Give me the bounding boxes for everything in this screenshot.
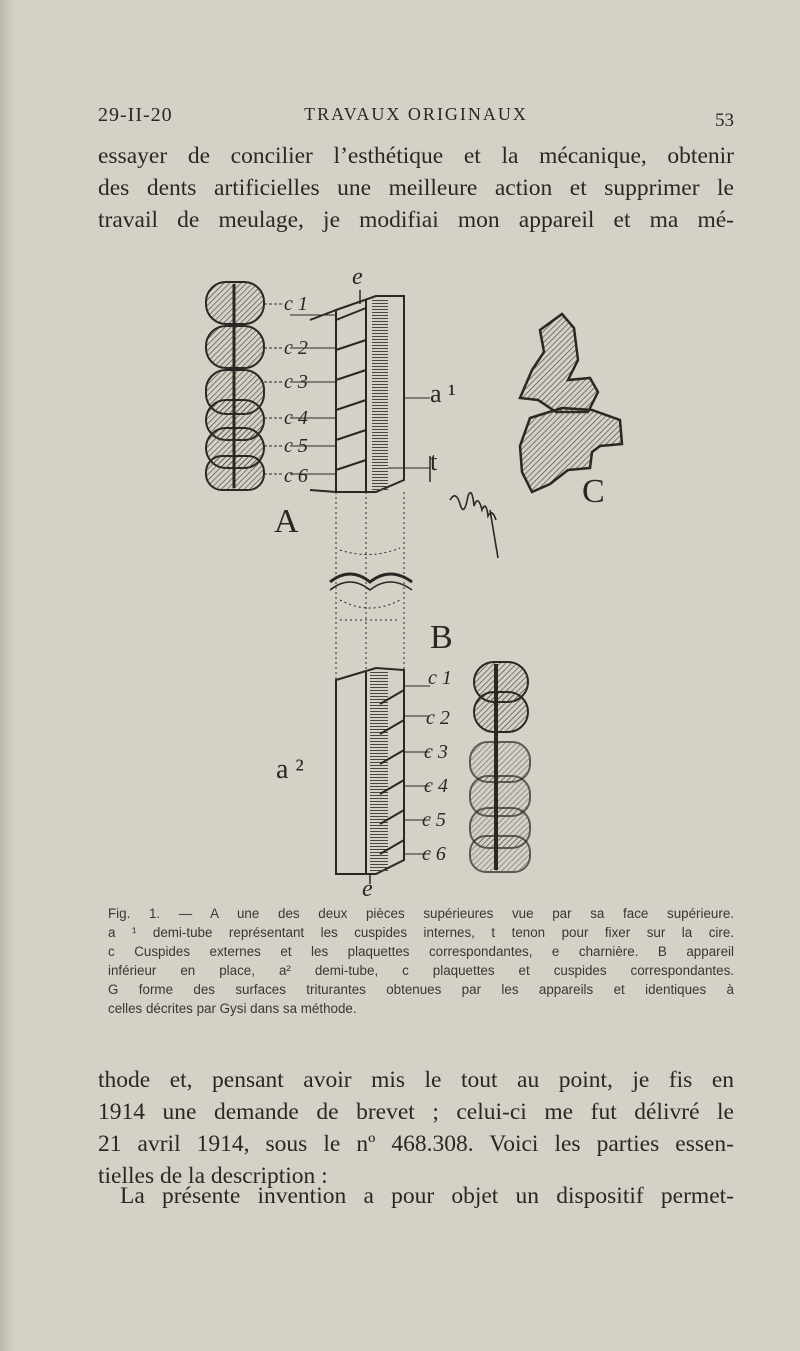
caption-line: a ¹ demi-tube représentant les cuspides internes, t tenon pour fixer sur la cire.	[108, 925, 734, 940]
label-B: B	[430, 619, 453, 656]
label-a1: a ¹	[430, 379, 456, 408]
label-c2-top: c 2	[284, 337, 308, 359]
dotted-guide-lines	[336, 492, 404, 680]
page-gutter-shadow	[0, 0, 14, 1351]
label-c3-bottom: c 3	[424, 741, 448, 763]
half-tube-a2	[336, 668, 430, 884]
caption-line: Fig. 1. — A une des deux pièces supérieures vue par sa face supérieure.	[108, 906, 734, 921]
label-t: t	[430, 447, 438, 476]
label-c4-bottom: c 4	[424, 775, 448, 797]
figure-drawing	[190, 260, 650, 900]
caption-line: G forme des surfaces triturantes obtenues par les appareils et identiques à	[108, 982, 734, 997]
paragraph-top	[98, 140, 734, 236]
text-line: essayer de concilier l’esthétique et la mécanique, obtenir	[98, 143, 734, 169]
caption-line: c Cuspides externes et les plaquettes correspondantes, e charnière. B appareil	[108, 944, 734, 959]
caption-line: celles décrites par Gysi dans sa méthode.	[108, 1001, 357, 1016]
text-line: 1914 une demande de brevet ; celui-ci me fut délivré le	[98, 1099, 734, 1125]
label-e-top: e	[352, 264, 363, 290]
label-c4-top: c 4	[284, 407, 308, 429]
label-C: C	[582, 473, 605, 510]
artist-signature	[450, 493, 498, 558]
figure-caption	[108, 904, 734, 1018]
caption-line: inférieur en place, a² demi-tube, c plaquettes et cuspides correspondantes.	[108, 963, 734, 978]
page-number: 53	[715, 110, 734, 131]
teeth-column-bottom	[470, 662, 530, 872]
label-a2: a ²	[276, 754, 304, 785]
label-c1-bottom: c 1	[428, 667, 452, 689]
running-header	[98, 104, 734, 134]
labels-c-bottom	[422, 667, 452, 865]
half-tube-a1	[290, 290, 430, 492]
label-A: A	[274, 503, 299, 540]
label-e-bottom: e	[362, 876, 373, 900]
paragraph-bottom	[98, 1064, 734, 1192]
text-line: des dents artificielles une meilleure action et supprimer le	[98, 175, 734, 201]
text-line: thode et, pensant avoir mis le tout au point, je fis en	[98, 1067, 734, 1093]
text-line: travail de meulage, je modifiai mon appareil et ma mé-	[98, 207, 734, 233]
label-c6-bottom: c 6	[422, 843, 446, 865]
label-c5-bottom: c 5	[422, 809, 446, 831]
text-line: tielles de la description :	[98, 1163, 328, 1189]
label-c2-bottom: c 2	[426, 707, 450, 729]
label-c1-top: c 1	[284, 293, 308, 315]
header-section-title: TRAVAUX ORIGINAUX	[304, 104, 528, 124]
occlusal-surfaces-C	[520, 314, 622, 492]
text-line: 21 avril 1914, sous le nº 468.308. Voici les parties essen-	[98, 1131, 734, 1157]
figure-dental-appliance	[190, 260, 650, 900]
paragraph-last	[98, 1180, 734, 1212]
text-line: La présente invention a pour objet un dispositif permet-	[120, 1183, 734, 1209]
label-c3-top: c 3	[284, 371, 308, 393]
label-c6-top: c 6	[284, 465, 308, 487]
hinge-curve	[330, 574, 412, 582]
labels-c-top	[264, 293, 308, 487]
teeth-column-top	[206, 282, 264, 490]
label-c5-top: c 5	[284, 435, 308, 457]
header-date: 29-II-20	[98, 104, 173, 126]
